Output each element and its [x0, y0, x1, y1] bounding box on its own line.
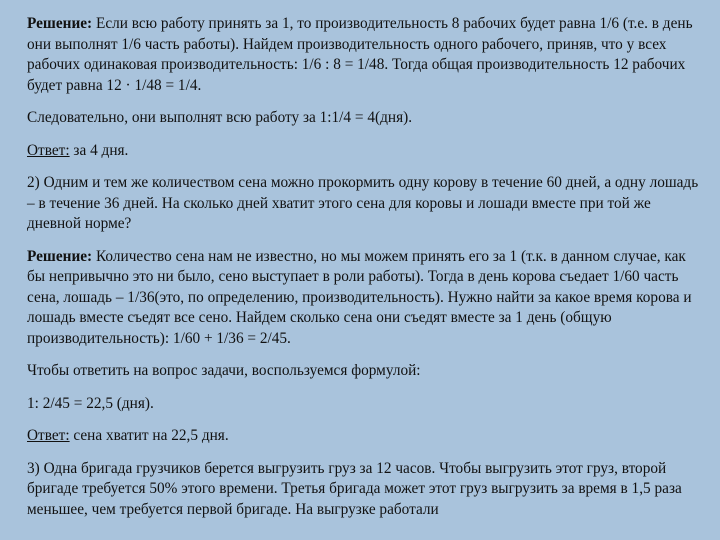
solution-label: Решение: [27, 15, 93, 32]
slide-text-body [27, 14, 705, 532]
solution-text: Количество сена нам не известно, но мы можем принять его за 1 (т.к. в данном случае, как бы непривычно это ни было, сено выступает в роли работы). Тогда в день корова съедает 1/60 часть сена, лошадь – 1/36(это, по определению, производительность). Нужно найти за какое время корова и лошадь вместе съедят все сено. Найдем сколько сена они съедят вместе за 1 день (общую производительность): 1/60 + 1/36 = 2/45. [27, 247, 692, 347]
formula-paragraph: 1: 2/45 = 22,5 (дня). [27, 394, 154, 412]
answer-text: за 4 дня. [69, 141, 129, 159]
solution-paragraph-1 [27, 14, 705, 96]
conclusion-paragraph: Следовательно, они выполнят всю работу за 1:1/4 = 4(дня). [27, 109, 413, 126]
answer-label: Ответ: [27, 427, 70, 444]
problem-3-paragraph: 3) Одна бригада грузчиков берется выгрузить груз за 12 часов. Чтобы выгрузить этот груз, второй бригаде требуется 50% этого времени. Третья бригада может этот груз выгрузить за время в 1,5 раза меньшее, чем требуется первой бригаде. На выгрузке работали [27, 459, 682, 518]
solution-text: Если всю работу принять за 1, то производительность 8 рабочих будет равна 1/6 (т.е. в день они выполнят 1/6 часть работы). Найдем производительность одного рабочего, приняв, что у всех рабочих одинаковая производительность: 1/6 : 8 = 1/48. Тогда общая производительность 12 рабочих будет равна 12 · 1/48 = 1/4. [27, 15, 693, 94]
solution-paragraph-2 [27, 247, 705, 350]
answer-paragraph-1 [27, 141, 705, 162]
formula-intro-paragraph: Чтобы ответить на вопрос задачи, воспользуемся формулой: [27, 362, 421, 379]
answer-paragraph-2 [27, 426, 705, 447]
solution-label: Решение: [27, 247, 93, 265]
answer-label: Ответ: [27, 141, 70, 159]
problem-2-paragraph: 2) Одним и тем же количеством сена можно прокормить одну корову в течение 60 дней, а одну лошадь – в течение 36 дней. На сколько дней хватит этого сена для коровы и лошади вместе при той же дневной норме? [27, 174, 699, 232]
answer-text: сена хватит на 22,5 дня. [69, 427, 229, 444]
